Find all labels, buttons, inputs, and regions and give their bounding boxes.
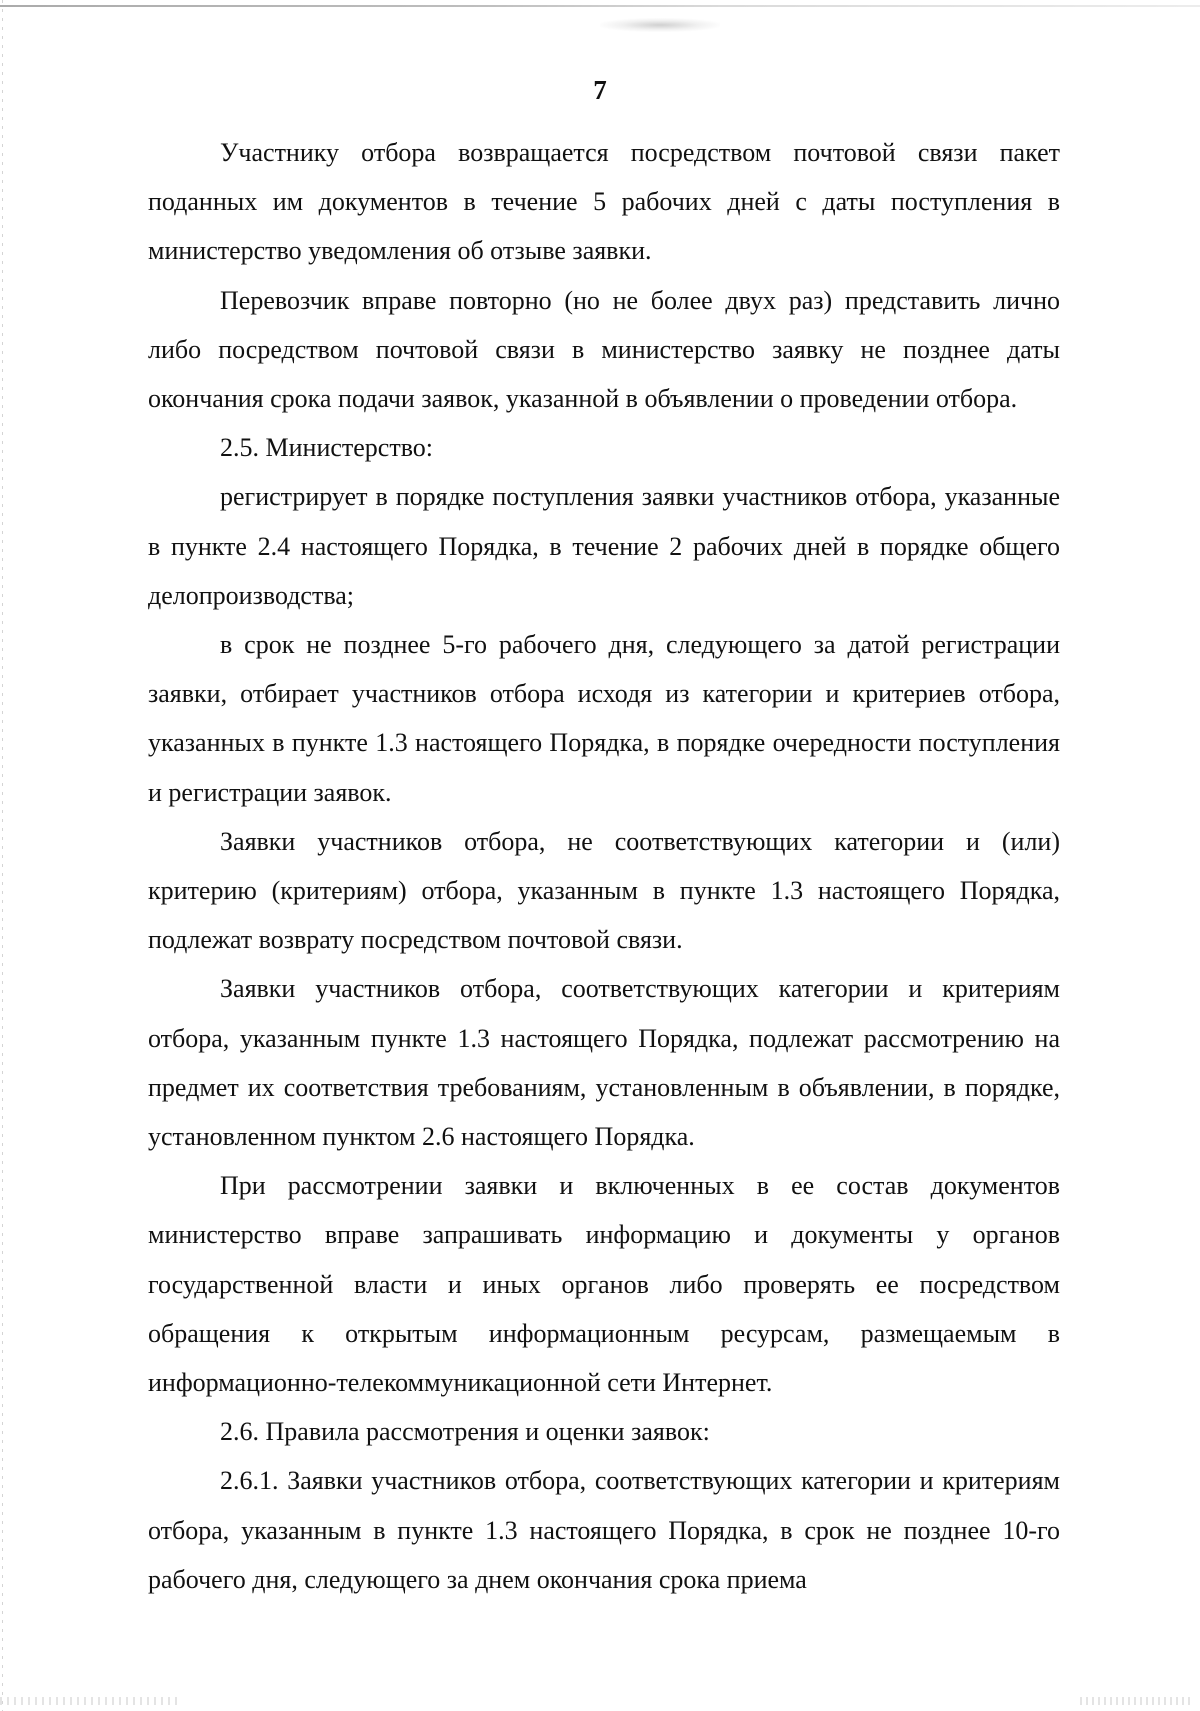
paragraph-section-2-6-1: 2.6.1. Заявки участников отбора, соответствующих категории и критериям отбора, указанным в пункте 1.3 настоящего Порядка, в срок не позднее 10-го рабочего дня, следующего за днем окончания срока приема xyxy=(148,1466,1060,1594)
paragraph-registration: регистрирует в порядке поступления заявки участников отбора, указанные в пункте 2.4 настоящего Порядка, в течение 2 рабочих дней в порядке общего делопроизводства; xyxy=(148,482,1060,610)
scan-bottom-noise-right xyxy=(1080,1697,1190,1705)
scan-bottom-noise xyxy=(0,1697,180,1705)
paragraph-section-2-5-heading: 2.5. Министерство: xyxy=(220,433,434,463)
paragraph-compliant-review: Заявки участников отбора, соответствующих категории и критериям отбора, указанным пункте 1.3 настоящего Порядка, подлежат рассмотрению на предмет их соответствия требованиям, установленным в объявлении, в порядке, установленном пунктом 2.6 настоящего Порядка. xyxy=(148,974,1060,1152)
paragraph-non-compliant-return: Заявки участников отбора, не соответствующих категории и (или) критерию (критериям) отбора, указанным в пункте 1.3 настоящего Порядка, подлежат возврату посредством почтовой связи. xyxy=(148,826,1060,955)
paragraph-selection-deadline: в срок не позднее 5-го рабочего дня, следующего за датой регистрации заявки, отбирает участников отбора исходя из категории и критериев отбора, указанных в пункте 1.3 настоящего Порядка, в порядке очередности поступления и регистрации заявок. xyxy=(148,630,1060,807)
page-number: 7 xyxy=(593,75,607,105)
scan-top-line xyxy=(0,5,1200,7)
paragraph-document-return: Участнику отбора возвращается посредством почтовой связи пакет поданных им документов в течение 5 рабочих дней с даты поступления в министерство уведомления об отзыве заявки. xyxy=(148,138,1060,266)
paragraph-section-2-6-heading: 2.6. Правила рассмотрения и оценки заявок: xyxy=(220,1417,710,1447)
paragraph-carrier-resubmit: Перевозчик вправе повторно (но не более двух раз) представить лично либо посредством почтовой связи в министерство заявку не позднее даты окончания срока подачи заявок, указанной в объявлении о проведении отбора. xyxy=(148,285,1060,414)
document-body xyxy=(148,128,1060,1604)
paragraph-ministry-requests: При рассмотрении заявки и включенных в ее состав документов министерство вправе запрашивать информацию и документы у органов государственной власти и иных органов либо проверять ее посредством обращения к открытым информационным ресурсам, размещаемым в информационно-телекоммуникационной сети Интернет. xyxy=(148,1171,1060,1398)
scan-smudge xyxy=(600,18,720,32)
scan-left-edge xyxy=(2,0,3,1711)
